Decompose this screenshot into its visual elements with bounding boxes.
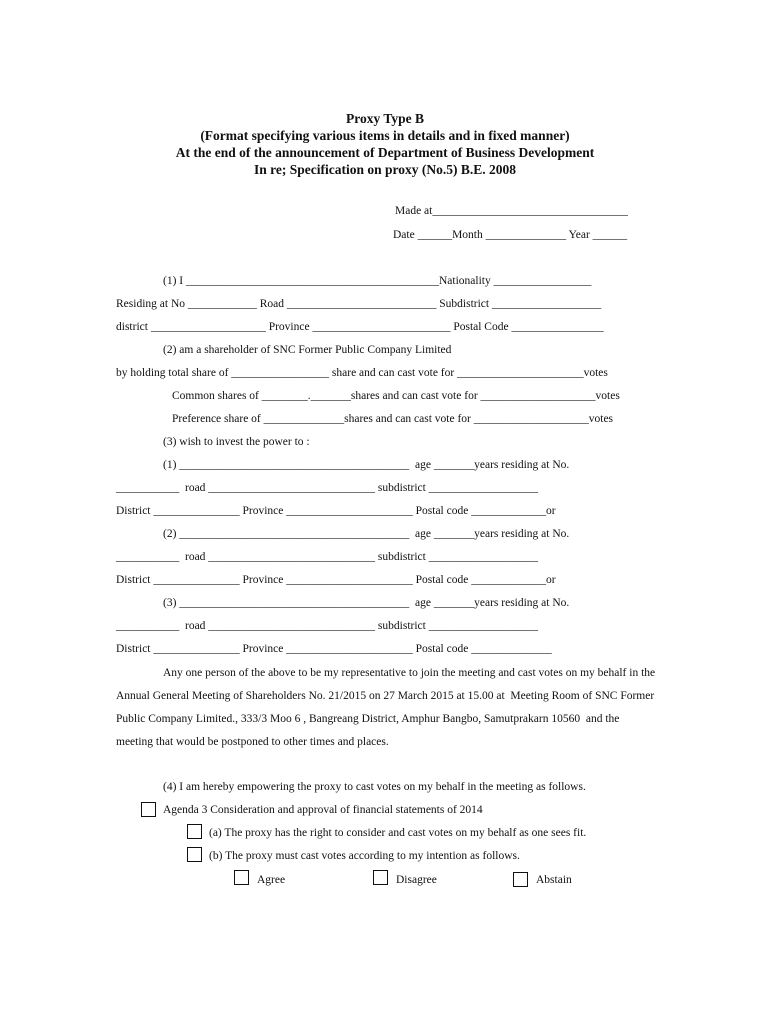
common-shares-field[interactable]: Common shares of ________._______shares and can cast vote for ____________________votes xyxy=(172,390,620,402)
agenda-3-checkbox[interactable] xyxy=(141,802,156,817)
representation-paragraph-line-2: Annual General Meeting of Shareholders No. 21/2015 on 27 March 2015 at 15.00 at Meeting Room of SNC Former xyxy=(116,690,655,702)
agree-label: Agree xyxy=(257,874,286,886)
abstain-label: Abstain xyxy=(536,874,572,886)
proxy-3-name-field[interactable]: (3) ________________________________________ age _______years residing at No. xyxy=(163,597,570,609)
proxy-1-district-field[interactable]: District _______________ Province ______________________ Postal code _____________or xyxy=(116,505,556,517)
residence-district-field[interactable]: district ____________________ Province ________________________ Postal Code ________________ xyxy=(116,321,604,333)
agenda-3-label: Agenda 3 Consideration and approval of financial statements of 2014 xyxy=(163,804,483,816)
total-share-field[interactable]: by holding total share of _________________ share and can cast vote for ______________________votes xyxy=(116,367,608,379)
proxy-2-district-field[interactable]: District _______________ Province ______________________ Postal code _____________or xyxy=(116,574,556,586)
proxy-3-district-field[interactable]: District _______________ Province ______________________ Postal code ______________ xyxy=(116,643,552,655)
shareholder-statement: (2) am a shareholder of SNC Former Public Company Limited xyxy=(163,344,452,356)
agree-checkbox[interactable] xyxy=(234,870,249,885)
form-announcement-line: At the end of the announcement of Department of Business Development xyxy=(175,145,595,160)
residence-address-field[interactable]: Residing at No ____________ Road __________________________ Subdistrict ___________________ xyxy=(116,298,602,310)
made-at-field[interactable]: Made at__________________________________ xyxy=(395,205,628,217)
voting-instructions-intro: (4) I am hereby empowering the proxy to cast votes on my behalf in the meeting as follows. xyxy=(163,781,586,793)
disagree-label: Disagree xyxy=(396,874,437,886)
proxy-1-name-field[interactable]: (1) ________________________________________ age _______years residing at No. xyxy=(163,459,570,471)
disagree-checkbox[interactable] xyxy=(373,870,388,885)
proxy-giver-name-field[interactable]: (1) I ____________________________________________Nationality _________________ xyxy=(163,275,592,287)
form-subtitle: (Format specifying various items in details and in fixed manner) xyxy=(200,128,570,143)
proxy-1-address-field[interactable]: ___________ road _____________________________ subdistrict ___________________ xyxy=(116,482,538,494)
proxy-appointment-intro: (3) wish to invest the power to : xyxy=(163,436,310,448)
proxy-3-address-field[interactable]: ___________ road _____________________________ subdistrict ___________________ xyxy=(116,620,538,632)
proxy-2-name-field[interactable]: (2) ________________________________________ age _______years residing at No. xyxy=(163,528,570,540)
date-field[interactable]: Date ______Month ______________ Year ______ xyxy=(393,229,628,241)
option-b-label: (b) The proxy must cast votes according to my intention as follows. xyxy=(209,850,520,862)
representation-paragraph-line-3: Public Company Limited., 333/3 Moo 6 , Bangreang District, Amphur Bangbo, Samutprakarn 10560 and the xyxy=(116,713,620,725)
form-title: Proxy Type B xyxy=(345,111,424,126)
option-a-label: (a) The proxy has the right to consider and cast votes on my behalf as one sees fit. xyxy=(209,827,587,839)
form-specification-line: In re; Specification on proxy (No.5) B.E. 2008 xyxy=(253,162,516,177)
preference-shares-field[interactable]: Preference share of ______________shares and can cast vote for ____________________votes xyxy=(172,413,614,425)
option-b-checkbox[interactable] xyxy=(187,847,202,862)
representation-paragraph-line-1: Any one person of the above to be my representative to join the meeting and cast votes on my behalf in the xyxy=(163,667,656,679)
option-a-checkbox[interactable] xyxy=(187,824,202,839)
proxy-2-address-field[interactable]: ___________ road _____________________________ subdistrict ___________________ xyxy=(116,551,538,563)
representation-paragraph-line-4: meeting that would be postponed to other times and places. xyxy=(116,736,389,748)
abstain-checkbox[interactable] xyxy=(513,872,528,887)
